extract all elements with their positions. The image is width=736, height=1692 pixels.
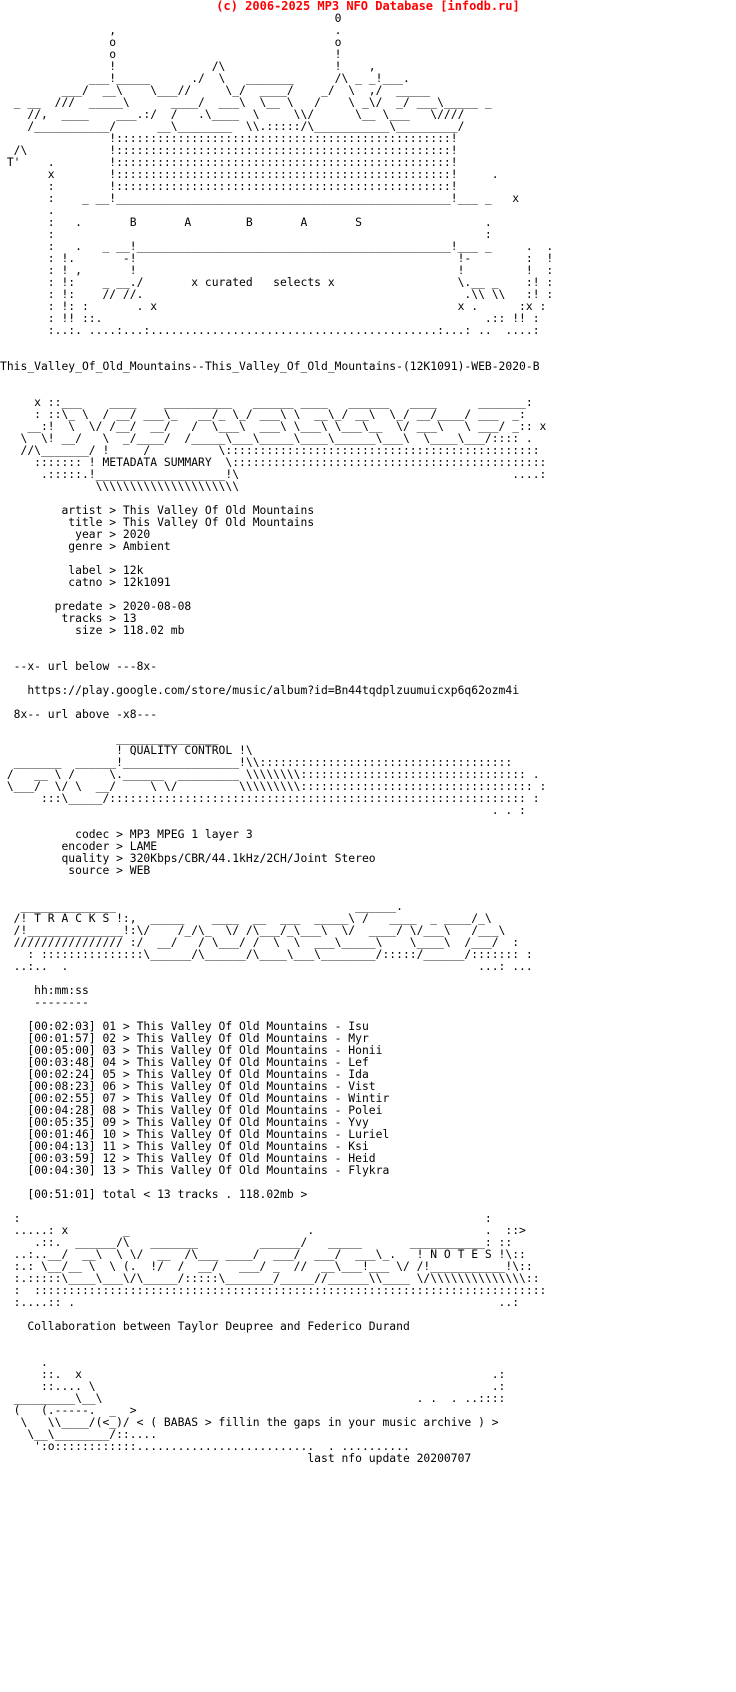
site-header: (c) 2006-2025 MP3 NFO Database [infodb.ru] [216, 0, 520, 13]
nfo-text: 0 , . o o o ! ! /\ ! , ___!_____ ./ \ _______ /\ _ _!___. ___/ __\ \___// \_/ ____/ _/ \ ,/ _____ _ __ /// _____\ ____/ ___\ \__ \ / \ _\/ _/ ___\_____ _ //, ____ ___.:/ / .\____ \ \\/ \__ \___ \//// /___________/ __\________ \\.:::::/\___________\_________/ !:::::::::::::::::::::::::::::::::::::::::::::::::! /\ !:::::::::::::::::::::::::::::::::::::::::::::::::! T' . !:::::::::::::::::::::::::::::::::::::::::::::::::! x !:::::::::::::::::::::::::::::::::::::::::::::::::! . : !:::::::::::::::::::::::::::::::::::::::::::::::::! : _ __!_________________________________________________!___ _ x . : . B A B A S . : : : . _ __!______________________________________________!___ _ . . : !. -! !- : ! : ! , ! ! ! : : !: _ __./ x curated selects x \.__ _ :! : : !: // //. .\\ \\ :! : : !: : . x x . :x : : !! ::. .:: !! : :..:. ....:...:..........................................:...: .. ....: This_Valley_Of_Old_Mountains--This_Valley_Of_Old_Mountains-(12K1091)-WEB-2020-B x ::___ ____ __________ ______ ____ ______ ____ _______: : ::\_ \ / __/ ___\_ __/_ \_/ ___\ \ __\_/ __\ \_/ __/____/ ___ _: __:! \ \/ /__/ __/ / \___\ ___\ \___\ \___\__ \/ ___\ \ ___/ _:: x \ \! __/ \ _/____/ /_____\___\_____\____\______\___\ \____\___/:::: . //\_______/ ! / \:::::::::::::::::::::::::::::::::::::::::::::: ::::::: ! METADATA SUMMARY \:::::::::::::::::::::::::::::::::::::::::::::: .:::::.!___________________!\ ....: \\\\\\\\\\\\\\\\\\\\\ artist > This Valley Of Old Mountains title > This Valley Of Old Mountains year > 2020 genre > Ambient label > 12k catno > 12k1091 predate > 2020-08-08 tracks > 13 size > 118.02 mb --x- url below ---8x- https://play.google.com/store/music/album?id=Bn44tqdplzuumuicxp6q62ozm4i 8x-- url above -x8--- _______________ ! QUALITY CONTROL !\ _______ ______!_________________!\\::::::::::::::::::::::::::::::::::::: / __ \ / \.______ _________ \\\\\\\\::::::::::::::::::::::::::::::::: . \___/ \/ \ __/ \ \/ \\\\\\\\\:::::::::::::::::::::::::::::::::: : :::\_____/::::::::::::::::::::::::::::::::::::::::::::::::::::::::::::: : . . : codec > MP3 MPEG 1 layer 3 encoder > LAME quality > 320Kbps/CBR/44.1kHz/2CH/Joint Stereo source > WEB ______________ ______. /! T R A C K S !:, _____ ____ __ ___ _____\ / ____ _ ____/_\ /!______________!:\/ /_/\_ \/ /\___/_\___\ \/ ____/ \/___\ /___\ //////////////// :/ __/ / \___/ / \ \ ___\_____\ \____\ /___/ : : :::::::::::::::\______/\______/\____\___\________/:::::/______/::::::: : ..:.. . ...: ... hh:mm:ss -------- [00:02:03] 01 > This Valley Of Old Mountains - Isu [00:01:57] 02 > This Valley Of Old Mountains - Myr [00:05:00] 03 > This Valley Of Old Mountains - Honii [00:03:48] 04 > This Valley Of Old Mountains - Lef [00:02:24] 05 > This Valley Of Old Mountains - Ida [00:08:23] 06 > This Valley Of Old Mountains - Vist [00:02:55] 07 > This Valley Of Old Mountains - Wintir [00:04:28] 08 > This Valley Of Old Mountains - Polei [00:05:35] 09 > This Valley Of Old Mountains - Yvy [00:01:46] 10 > This Valley Of Old Mountains - Luriel [00:04:13] 11 > This Valley Of Old Mountains - Ksi [00:03:59] 12 > This Valley Of Old Mountains - Heid [00:04:30] 13 > This Valley Of Old Mountains - Flykra [00:51:01] total < 13 tracks . 118.02mb > : : .....: x _ . . ::> .::. ______/\ _______ ______/ _____ ___________: :: ..:..__/ __\ \ \/ __ /\___ ____/ ___/ ___/ ___\_. ! N O T E S !\:: :.: \__/__ \ \ (. !/ / __/ ___/ _ // __\___!___ \/ /!___________!\:: :.:::::\____\___\/\_____/:::::\_______/_____//______\\____ \/\\\\\\\\\\\\\\:: : ::::::::::::::::::::::::::::::::::::::::::::::::::::::::::::::::::::::::::: :....:: . ..: Collaboration between Taylor Deupree and Federico Durand . ::. x .: ::.... \ .: _________\__\ . . . ..:::: ( (.-----. _ > \ \\____/(<_)/ < ( BABAS > fillin the gaps in your music archive ) > \__\________/::.... ':o::::::::::::.......................... . .......... last nfo update 20200707 [0, 12, 554, 1465]
